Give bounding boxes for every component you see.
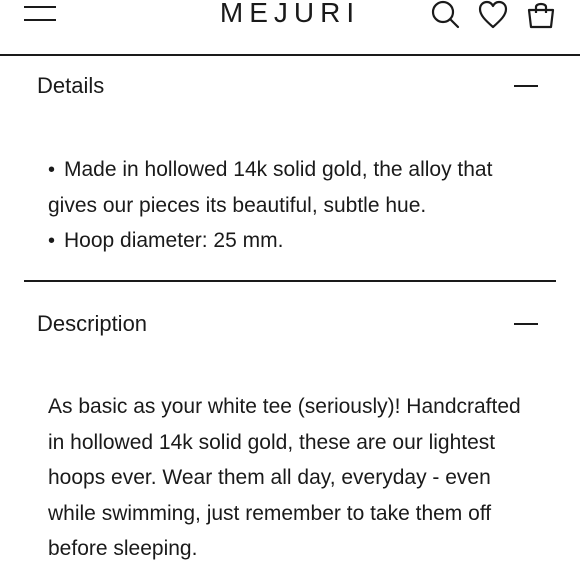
list-item: • Hoop diameter: 25 mm. [48,223,518,259]
site-header [0,0,580,56]
bullet-icon: • [48,159,56,181]
mejuri-logo[interactable]: MEJURI [219,0,361,28]
collapse-icon[interactable] [514,323,538,325]
details-list [48,152,518,259]
header-actions [430,0,556,32]
list-item: • Made in hollowed 14k solid gold, the alloy that gives our pieces its beautiful, subtle hue. [48,152,518,223]
search-icon[interactable] [430,0,460,30]
details-toggle[interactable] [24,58,556,114]
collapse-icon[interactable] [514,85,538,87]
description-text: As basic as your white tee (seriously)! Handcrafted in hollowed 14k solid gold, these are our lightest hoops ever. Wear them all day, everyday - even while swimming, just remember to take them off before sleeping. [48,395,521,560]
description-section [24,296,556,560]
section-divider [24,280,556,282]
heart-icon[interactable] [478,0,508,30]
details-section [24,58,556,252]
shopping-bag-icon[interactable] [526,0,556,30]
description-toggle[interactable] [24,296,556,352]
details-title: Details [37,73,105,98]
bullet-icon: • [48,230,56,252]
description-title: Description [37,311,148,336]
